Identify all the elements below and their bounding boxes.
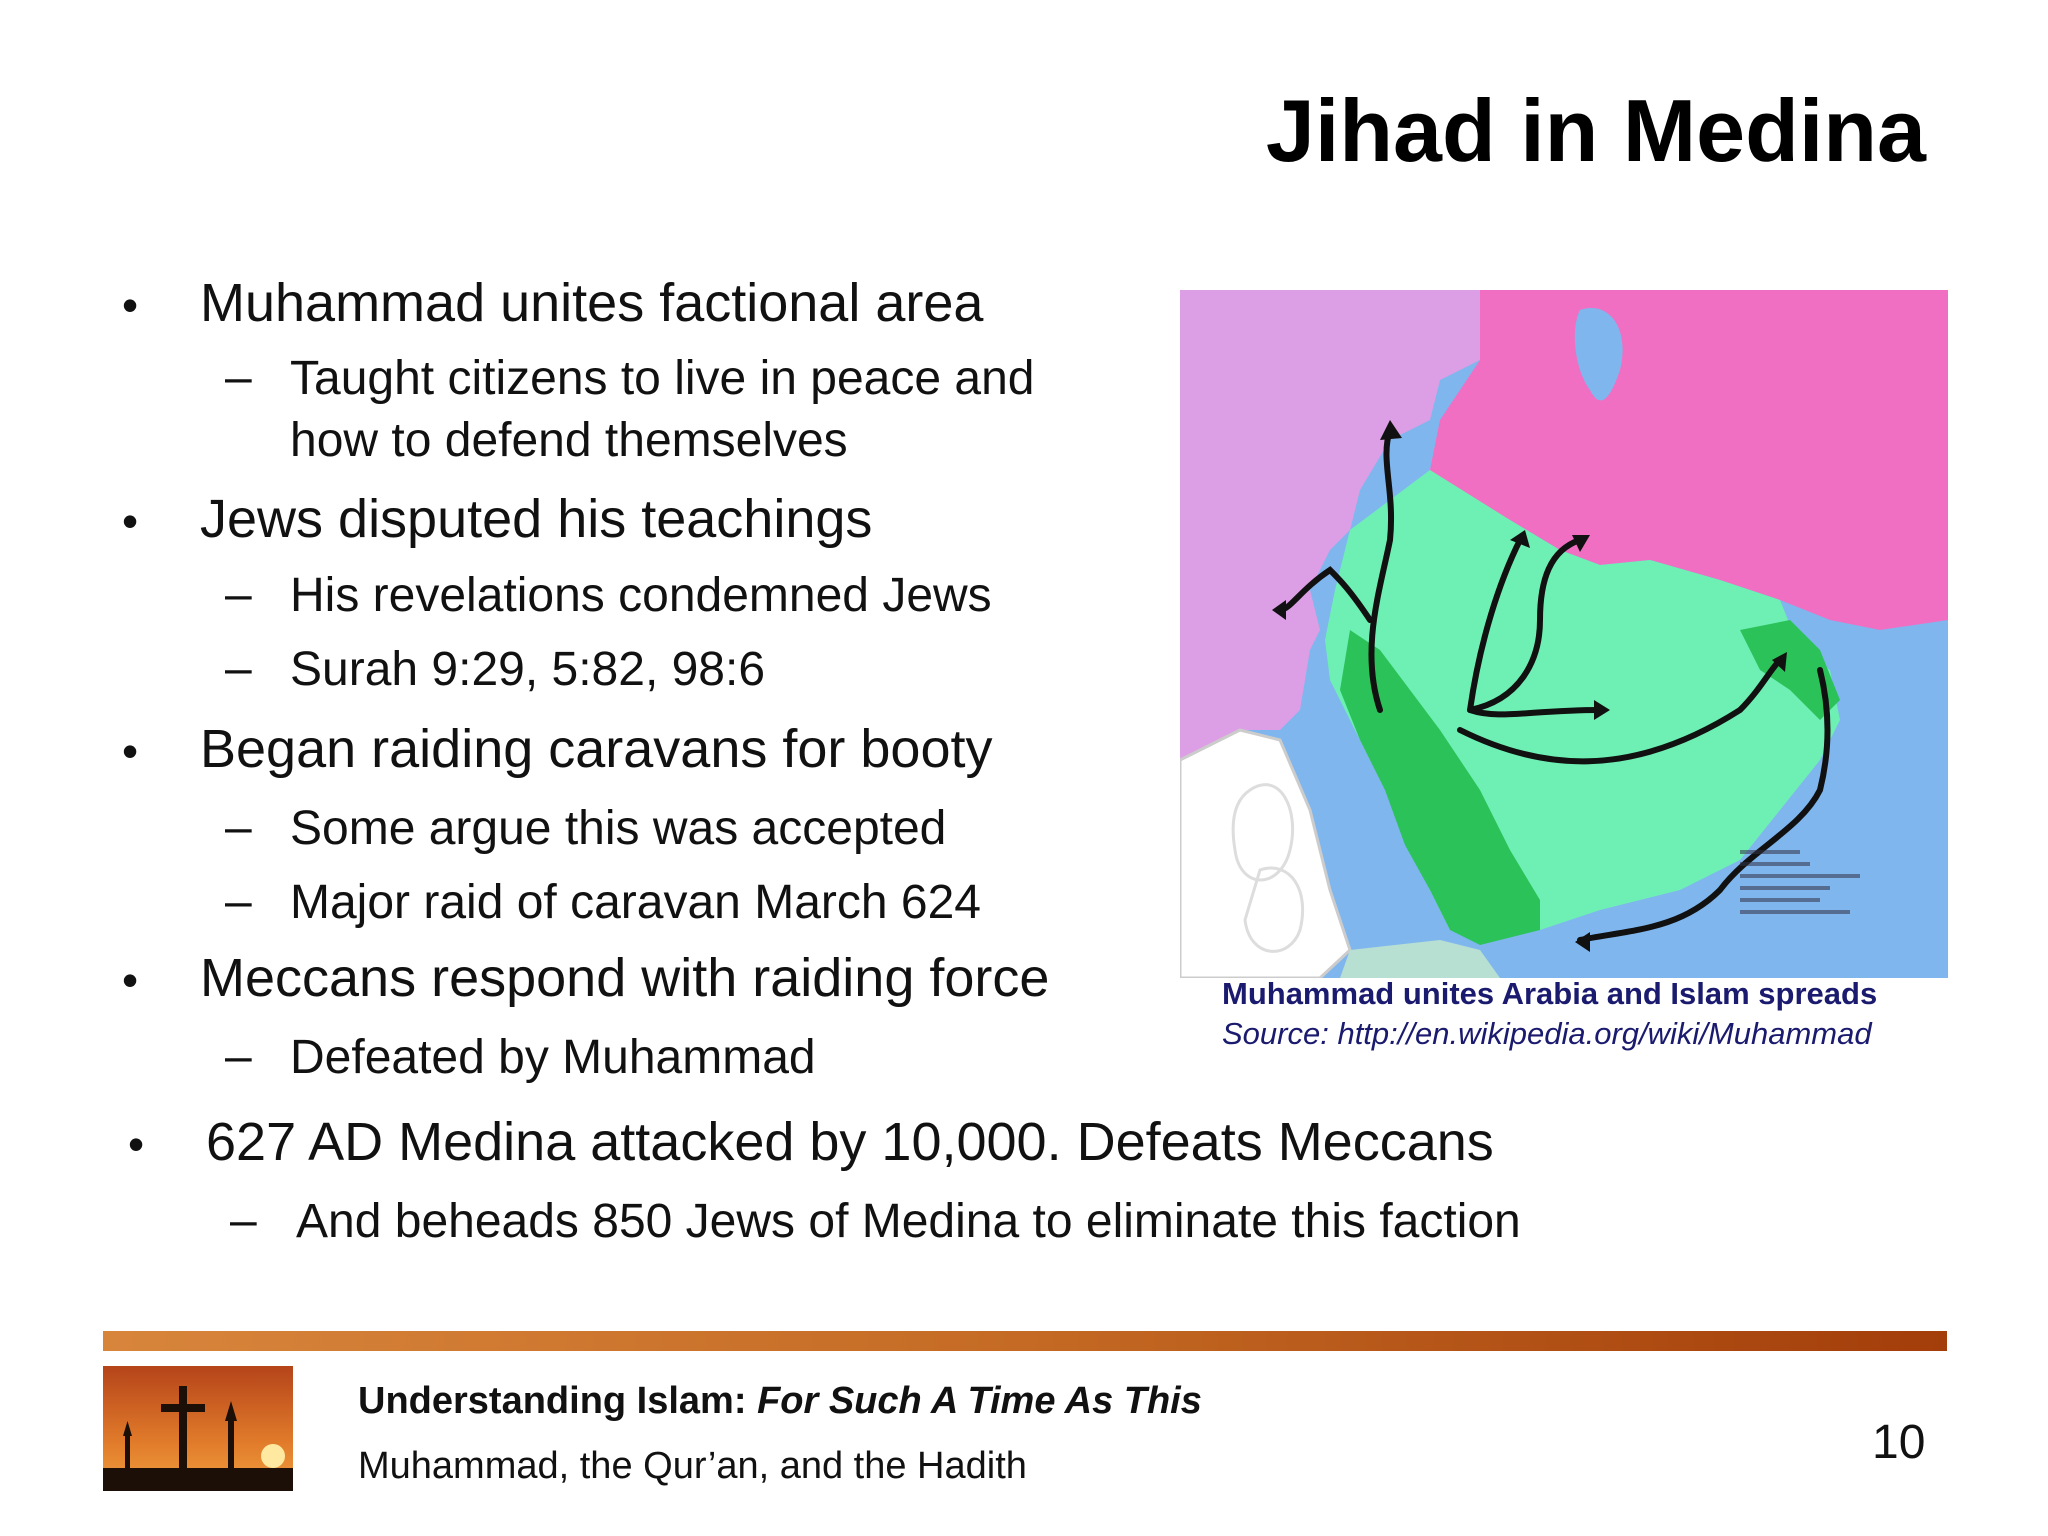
map-source: Source: http://en.wikipedia.org/wiki/Muhammad (1222, 1016, 1872, 1051)
footer-subtitle: Muhammad, the Qur’an, and the Hadith (358, 1445, 1027, 1487)
sub-bullet-marker: – (225, 875, 252, 928)
slide-title: Jihad in Medina (1265, 81, 1926, 180)
sub-bullet-marker: – (225, 801, 252, 854)
footer-title-italic: For Such A Time As This (757, 1380, 1202, 1422)
map-caption: Muhammad unites Arabia and Islam spreads (1222, 976, 1878, 1011)
bullet-text: 627 AD Medina attacked by 10,000. Defeats Meccans (206, 1112, 1494, 1172)
bullet-marker: • (122, 954, 139, 1006)
sub-bullet-text: how to defend themselves (290, 414, 848, 467)
sun-icon (261, 1444, 285, 1468)
crosses-sunset-image (103, 1366, 293, 1491)
sub-bullet-text: Defeated by Muhammad (290, 1031, 816, 1084)
page-number: 10 (1872, 1416, 1926, 1469)
sub-bullet-text: Surah 9:29, 5:82, 98:6 (290, 643, 766, 696)
bullet-text: Began raiding caravans for booty (200, 719, 993, 779)
footer-divider-bar (103, 1331, 1947, 1351)
sub-bullet-text: His revelations condemned Jews (290, 569, 992, 622)
bullet-marker: • (128, 1118, 145, 1170)
sub-bullet-marker: – (225, 351, 252, 404)
sub-bullet-marker: – (225, 642, 252, 695)
bullet-text: Meccans respond with raiding force (200, 948, 1050, 1008)
sub-bullet-text: Major raid of caravan March 624 (290, 876, 981, 929)
footer-title (358, 1380, 1202, 1423)
sub-bullet-marker: – (230, 1194, 257, 1247)
bullet-marker: • (122, 495, 139, 547)
footer-title-bold: Understanding Islam: (358, 1380, 747, 1422)
bullet-text: Muhammad unites factional area (200, 273, 984, 333)
arabia-map (1180, 290, 1948, 978)
sub-bullet-marker: – (225, 568, 252, 621)
bullet-marker: • (122, 279, 139, 331)
sub-bullet-marker: – (225, 1030, 252, 1083)
sub-bullet-text: Taught citizens to live in peace and (290, 352, 1035, 405)
sub-bullet-text: Some argue this was accepted (290, 802, 947, 855)
bullet-text: Jews disputed his teachings (200, 489, 873, 549)
bullet-marker: • (122, 725, 139, 777)
sub-bullet-text: And beheads 850 Jews of Medina to eliminate this faction (296, 1195, 1521, 1248)
